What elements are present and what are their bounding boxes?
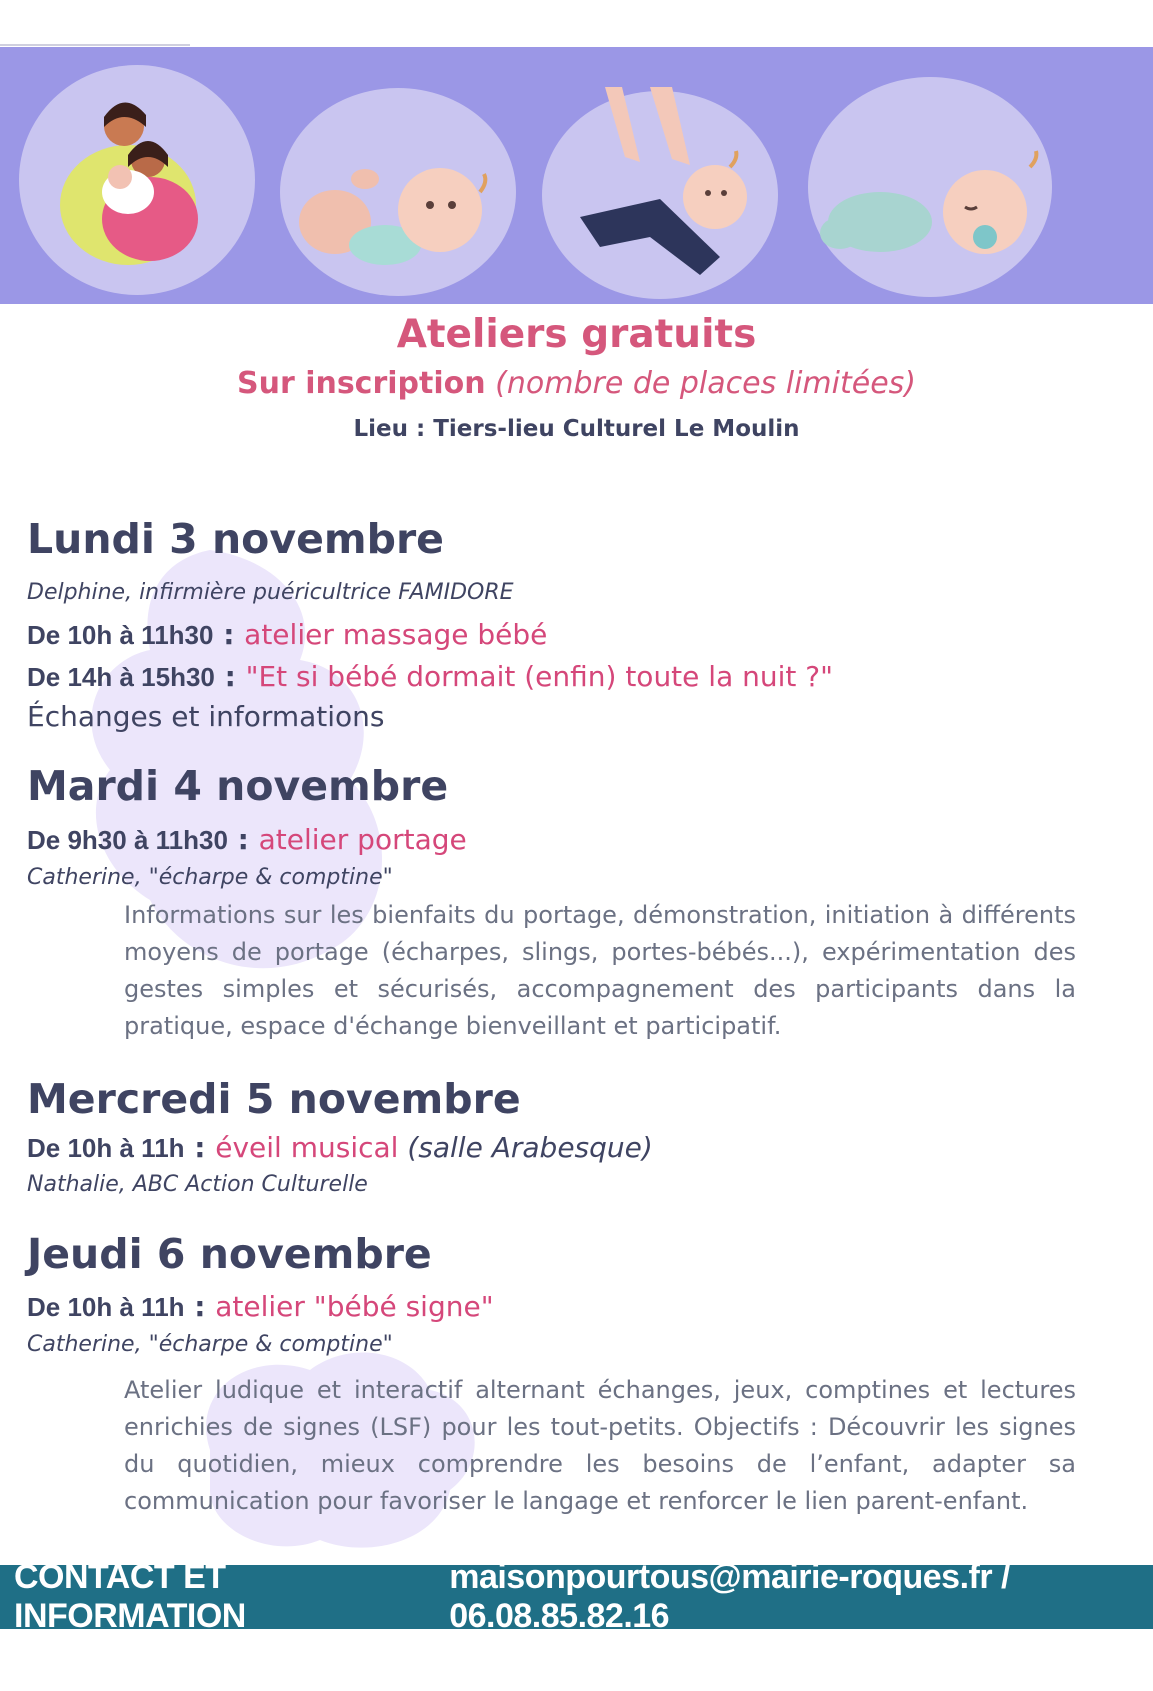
contact-label: CONTACT ET INFORMATION bbox=[14, 1558, 246, 1635]
day-heading-thursday: Jeudi 6 novembre bbox=[27, 1230, 432, 1278]
wednesday-facilitator: Nathalie, ABC Action Culturelle bbox=[27, 1172, 368, 1197]
slot-time: De 10h à 11h bbox=[27, 1292, 185, 1322]
tuesday-facilitator: Catherine, "écharpe & comptine" bbox=[27, 865, 393, 890]
header-banner bbox=[0, 47, 1153, 304]
day-heading-monday: Lundi 3 novembre bbox=[27, 515, 444, 563]
monday-slot-1: De 10h à 11h30 : atelier massage bébé bbox=[27, 618, 548, 651]
parent-holding-newborn-illustration bbox=[19, 65, 255, 295]
wednesday-slot-1: De 10h à 11h : éveil musical (salle Arabesque) bbox=[27, 1131, 653, 1164]
thursday-slot-1: De 10h à 11h : atelier "bébé signe" bbox=[27, 1290, 494, 1323]
registration-note bbox=[0, 366, 1153, 401]
day-heading-tuesday: Mardi 4 novembre bbox=[27, 762, 449, 810]
slot-time: De 9h30 à 11h30 bbox=[27, 825, 228, 855]
slot-activity: éveil musical bbox=[215, 1131, 399, 1164]
slot-activity: atelier massage bébé bbox=[244, 618, 548, 651]
day-heading-wednesday: Mercredi 5 novembre bbox=[27, 1075, 521, 1123]
thursday-description: Atelier ludique et interactif alternant échanges, jeux, comptines et lectures enrichies de signes (LSF) pour les tout-petits. Objectifs : Découvrir les signes du quotidien, mieux comprendre les besoins de l’enfant, adapter sa communication pour favoriser le langage et renforcer le lien parent-enfant. bbox=[124, 1376, 1076, 1515]
baby-playing-feet-illustration bbox=[280, 88, 516, 296]
slot-activity: atelier portage bbox=[258, 823, 467, 856]
monday-facilitator: Delphine, infirmière puéricultrice FAMIDORE bbox=[27, 580, 514, 605]
sleeping-baby-pacifier-illustration bbox=[808, 77, 1052, 297]
page-title: Ateliers gratuits bbox=[396, 312, 757, 357]
contact-email-phone-link[interactable]: maisonpourtous@mairie-roques.fr / 06.08.85.82.16 bbox=[449, 1558, 1010, 1635]
monday-extra: Échanges et informations bbox=[27, 700, 385, 733]
slot-activity: "Et si bébé dormait (enfin) toute la nuit ?" bbox=[245, 660, 834, 693]
registration-label: Sur inscription bbox=[236, 366, 486, 401]
places-limited-note: (nombre de places limitées) bbox=[495, 366, 916, 401]
slot-room-note: (salle Arabesque) bbox=[407, 1131, 653, 1164]
slot-time: De 10h à 11h bbox=[27, 1133, 185, 1163]
slot-time: De 10h à 11h30 bbox=[27, 620, 214, 650]
slot-time: De 14h à 15h30 bbox=[27, 662, 215, 692]
venue-line: Lieu : Tiers-lieu Culturel Le Moulin bbox=[353, 416, 800, 442]
baby-tummy-time-illustration bbox=[542, 87, 778, 299]
slot-activity: atelier "bébé signe" bbox=[215, 1290, 494, 1323]
tuesday-description: Informations sur les bienfaits du portage, démonstration, initiation à différents moyens de portage (écharpes, slings, portes-bébés...), expérimentation des gestes simples et sécurisés, accompagnement des participants dans la pratique, espace d'échange bienveillant et participatif. bbox=[124, 901, 1076, 1040]
contact-footer bbox=[0, 1558, 1153, 1635]
top-divider bbox=[0, 44, 190, 46]
tuesday-slot-1: De 9h30 à 11h30 : atelier portage bbox=[27, 823, 467, 856]
thursday-facilitator: Catherine, "écharpe & comptine" bbox=[27, 1332, 393, 1357]
monday-slot-2: De 14h à 15h30 : "Et si bébé dormait (enfin) toute la nuit ?" bbox=[27, 660, 834, 693]
